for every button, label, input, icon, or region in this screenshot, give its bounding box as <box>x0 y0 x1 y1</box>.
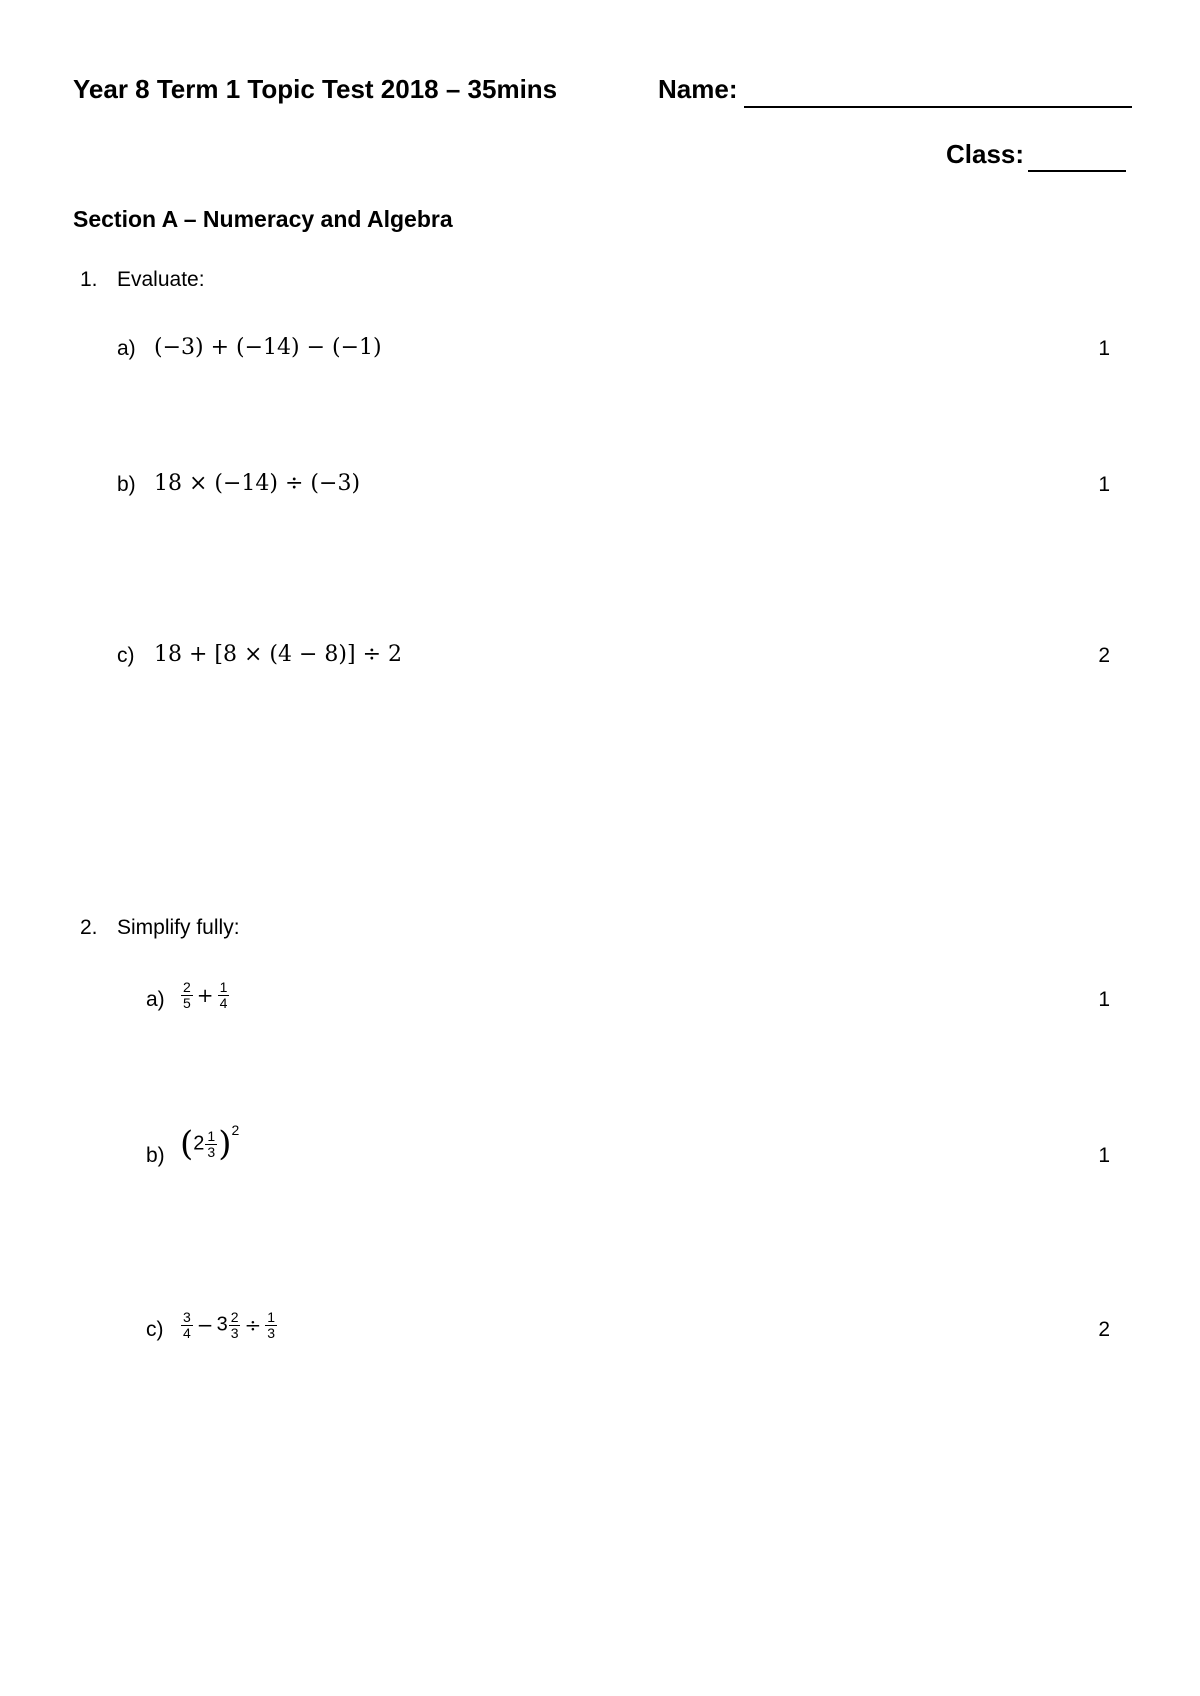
name-blank-line <box>744 106 1132 108</box>
question-2c-label: c) <box>146 1318 164 1341</box>
question-1b-expression: 18 × (−14) ÷ (−3) <box>154 471 361 496</box>
question-1c-marks: 2 <box>1098 644 1110 667</box>
fraction: $\frac{2}{3}$ <box>230 1309 239 1341</box>
fraction: $\frac{2}{5}$ <box>183 979 191 1011</box>
question-1c-expression: 18 + [8 × (4 − 8)] ÷ 2 <box>154 642 402 667</box>
question-2c-expression: $\frac{3}{4}$ − 3 $\frac{2}{3}$ ÷ $\frac{1}{3}$ <box>183 1309 276 1341</box>
name-label: Name: <box>658 74 738 104</box>
question-1a-marks: 1 <box>1098 337 1110 360</box>
question-2b-expression: (2 $\frac{1}{3}$ )2 <box>180 1122 240 1164</box>
class-label: Class: <box>946 139 1025 169</box>
question-2b-marks: 1 <box>1098 1144 1110 1167</box>
test-title: Year 8 Term 1 Topic Test 2018 – 35mins <box>73 74 558 104</box>
question-1-prompt: Evaluate: <box>117 268 205 291</box>
question-2a-expression: $\frac{2}{5}$ + $\frac{1}{4}$ <box>183 979 228 1011</box>
question-1a-label: a) <box>117 337 136 360</box>
question-2a-label: a) <box>146 988 165 1011</box>
class-blank-line <box>1028 170 1126 172</box>
question-1-number: 1. <box>80 268 98 291</box>
section-title: Section A – Numeracy and Algebra <box>73 206 453 232</box>
question-2b-label: b) <box>146 1144 165 1167</box>
question-1b-label: b) <box>117 473 136 496</box>
question-1c-label: c) <box>117 644 135 667</box>
fraction: $\frac{1}{3}$ <box>207 1127 216 1160</box>
question-2-prompt: Simplify fully: <box>117 916 240 939</box>
fraction: $\frac{3}{4}$ <box>183 1309 191 1341</box>
fraction: $\frac{1}{4}$ <box>219 979 228 1011</box>
question-2-number: 2. <box>80 916 98 939</box>
fraction: $\frac{1}{3}$ <box>267 1309 276 1341</box>
question-1a-expression: (−3) + (−14) − (−1) <box>154 335 382 360</box>
question-2a-marks: 1 <box>1098 988 1110 1011</box>
question-2c-marks: 2 <box>1098 1318 1110 1341</box>
question-1b-marks: 1 <box>1098 473 1110 496</box>
